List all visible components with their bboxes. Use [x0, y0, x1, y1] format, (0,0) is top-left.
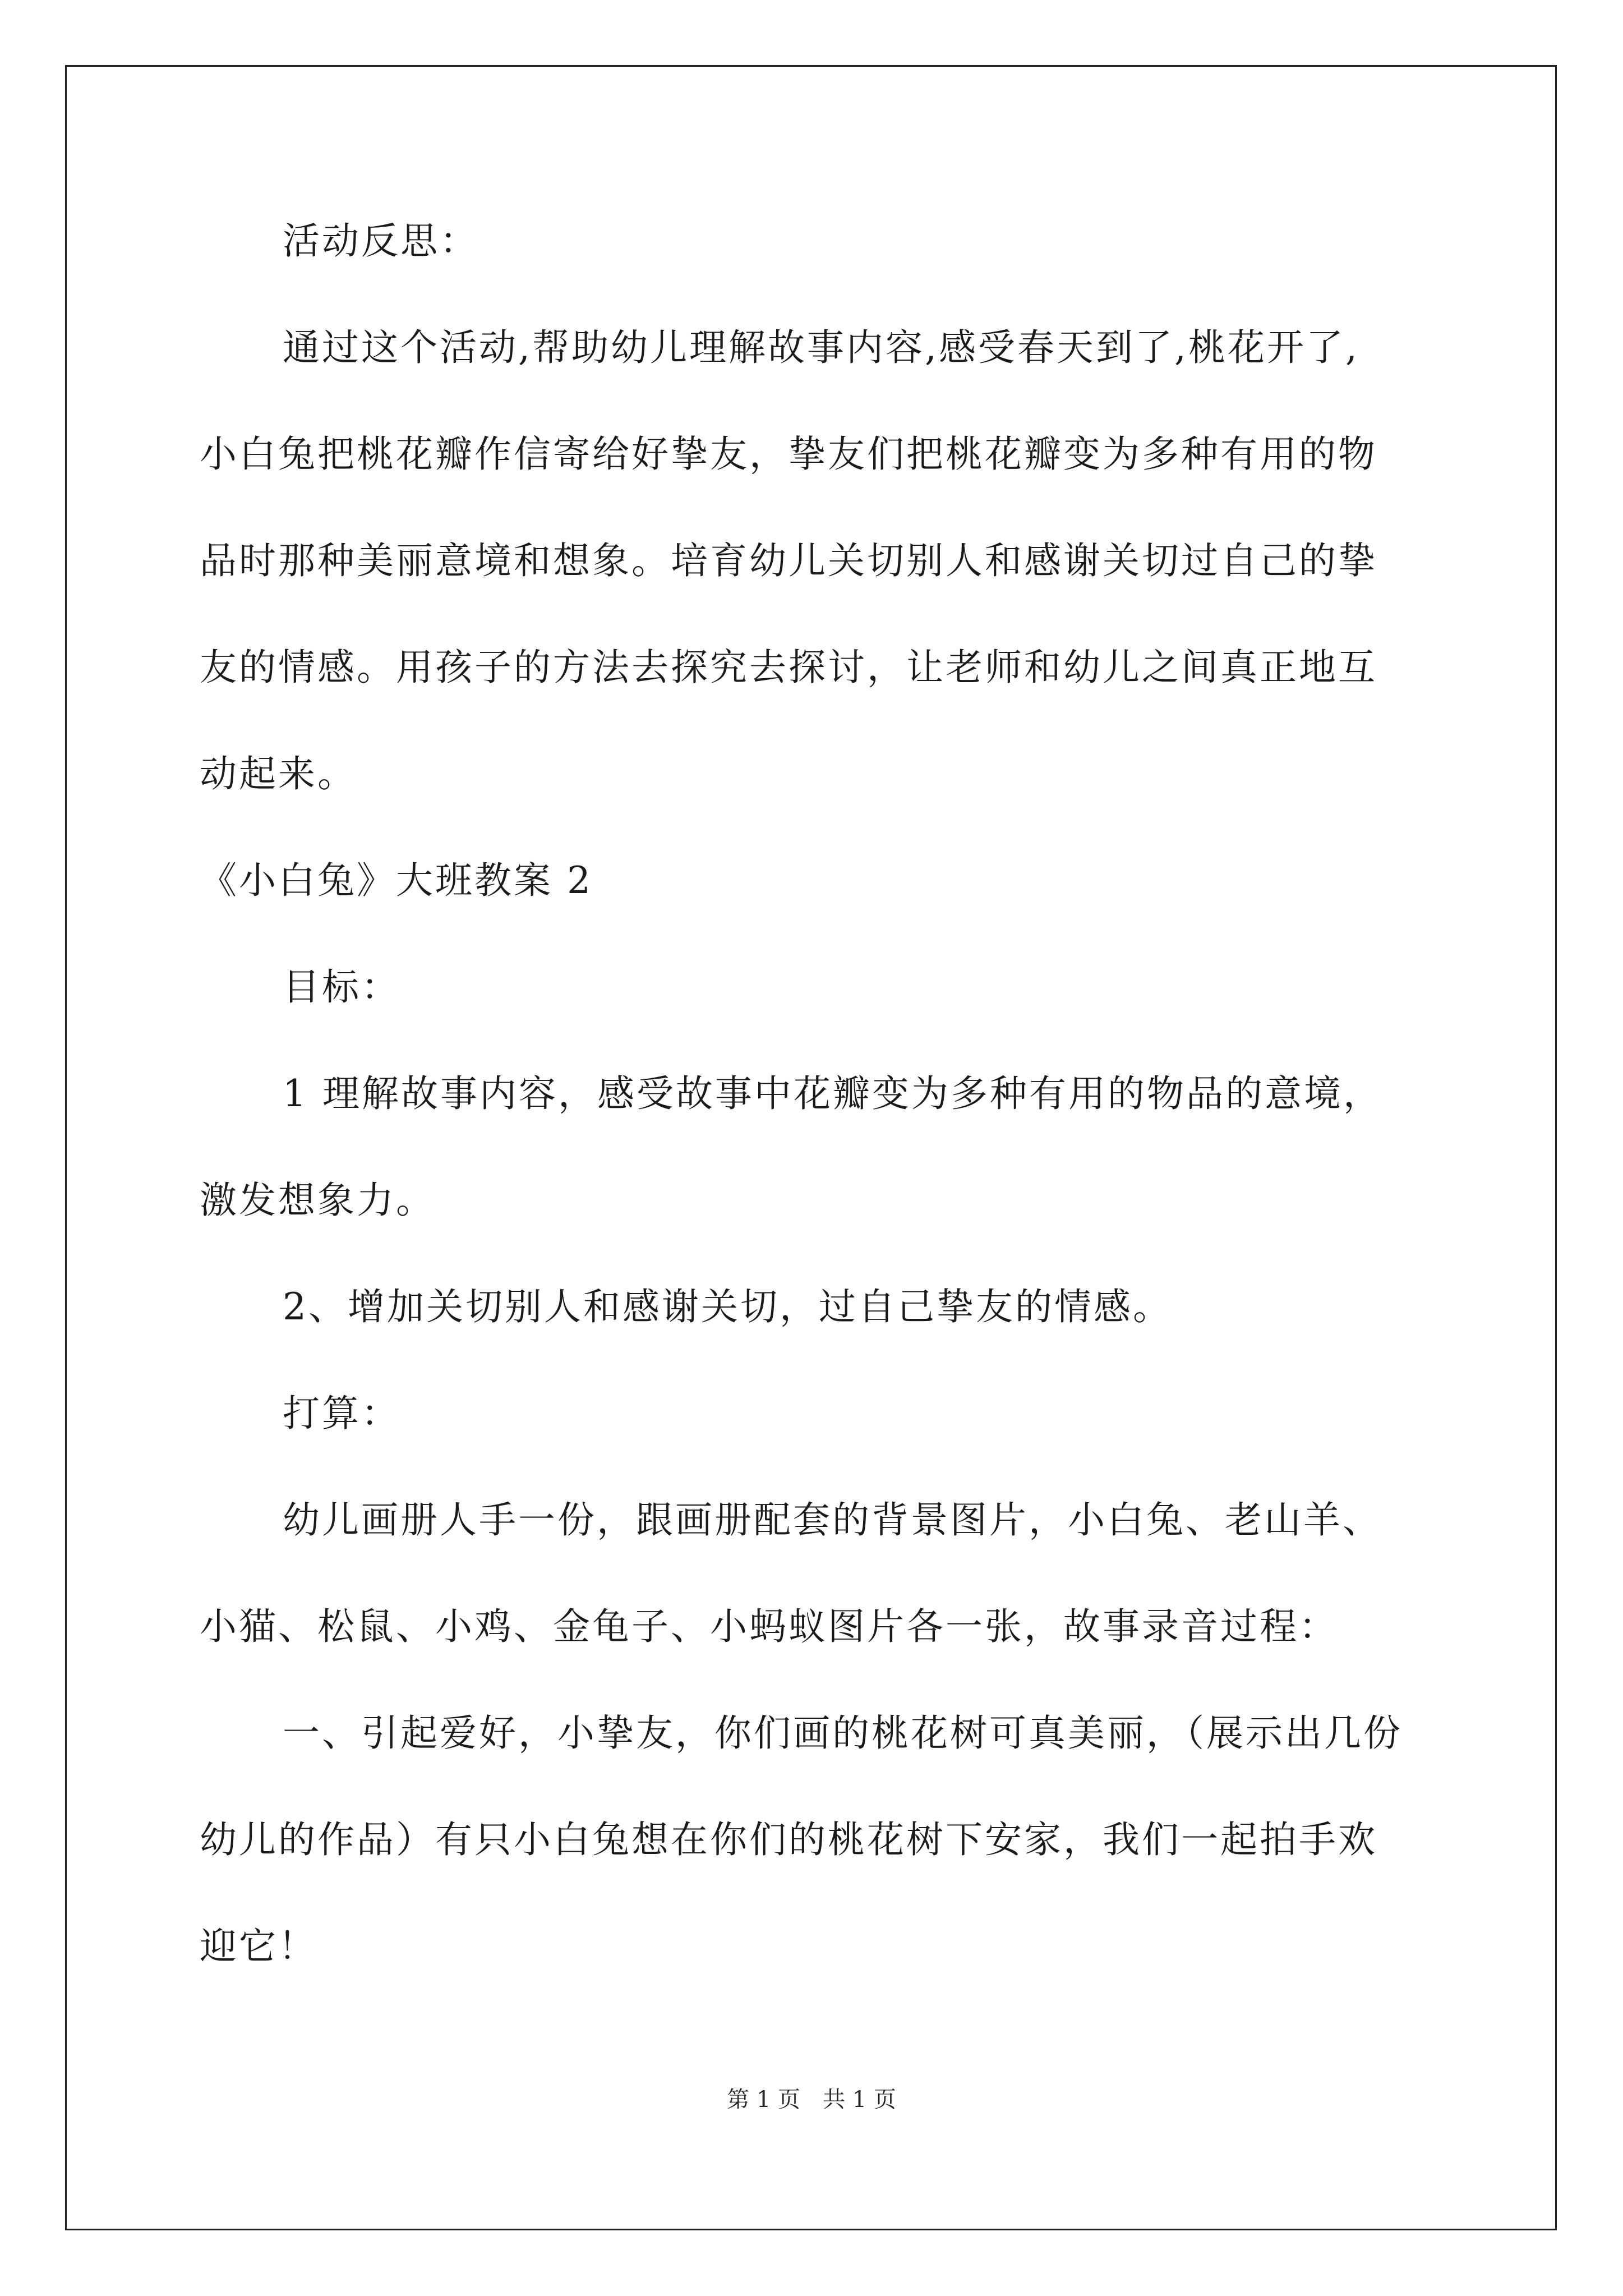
- paragraph-line: 迎它！: [200, 1925, 317, 1968]
- page-footer: 第 1 页 共 1 页: [727, 2087, 896, 2113]
- paragraph-line: 通过这个活动,帮助幼儿理解故事内容,感受春天到了,桃花开了,: [283, 326, 1359, 369]
- paragraph-line: 品时那种美丽意境和想象。培育幼儿关切别人和感谢关切过自己的挚: [200, 539, 1377, 582]
- paragraph-line: 小猫、松鼠、小鸡、金龟子、小蚂蚁图片各一张，故事录音过程：: [200, 1605, 1338, 1648]
- page-border: [65, 65, 1557, 2230]
- section-heading-reflection: 活动反思：: [283, 219, 479, 263]
- paragraph-line: 幼儿画册人手一份，跟画册配套的背景图片，小白兔、老山羊、: [283, 1498, 1382, 1542]
- paragraph-line: 一、引起爱好，小挚友，你们画的桃花树可真美丽，（展示出几份: [283, 1711, 1403, 1755]
- paragraph-line: 幼儿的作品）有只小白兔想在你们的桃花树下安家，我们一起拍手欢: [200, 1818, 1377, 1861]
- paragraph-line: 友的情感。用孩子的方法去探究去探讨，让老师和幼儿之间真正地互: [200, 646, 1377, 689]
- paragraph-line: 激发想象力。: [200, 1179, 435, 1222]
- section-heading-plan: 打算：: [283, 1392, 400, 1435]
- section-heading-goals: 目标：: [283, 965, 400, 1009]
- paragraph-line: 1 理解故事内容，感受故事中花瓣变为多种有用的物品的意境，: [283, 1072, 1382, 1115]
- paragraph-line: 动起来。: [200, 752, 357, 795]
- paragraph-line: 小白兔把桃花瓣作信寄给好挚友，挚友们把桃花瓣变为多种有用的物: [200, 432, 1377, 476]
- paragraph-line: 2、增加关切别人和感谢关切，过自己挚友的情感。: [283, 1285, 1172, 1328]
- document-title: 《小白兔》大班教案 2: [200, 859, 593, 902]
